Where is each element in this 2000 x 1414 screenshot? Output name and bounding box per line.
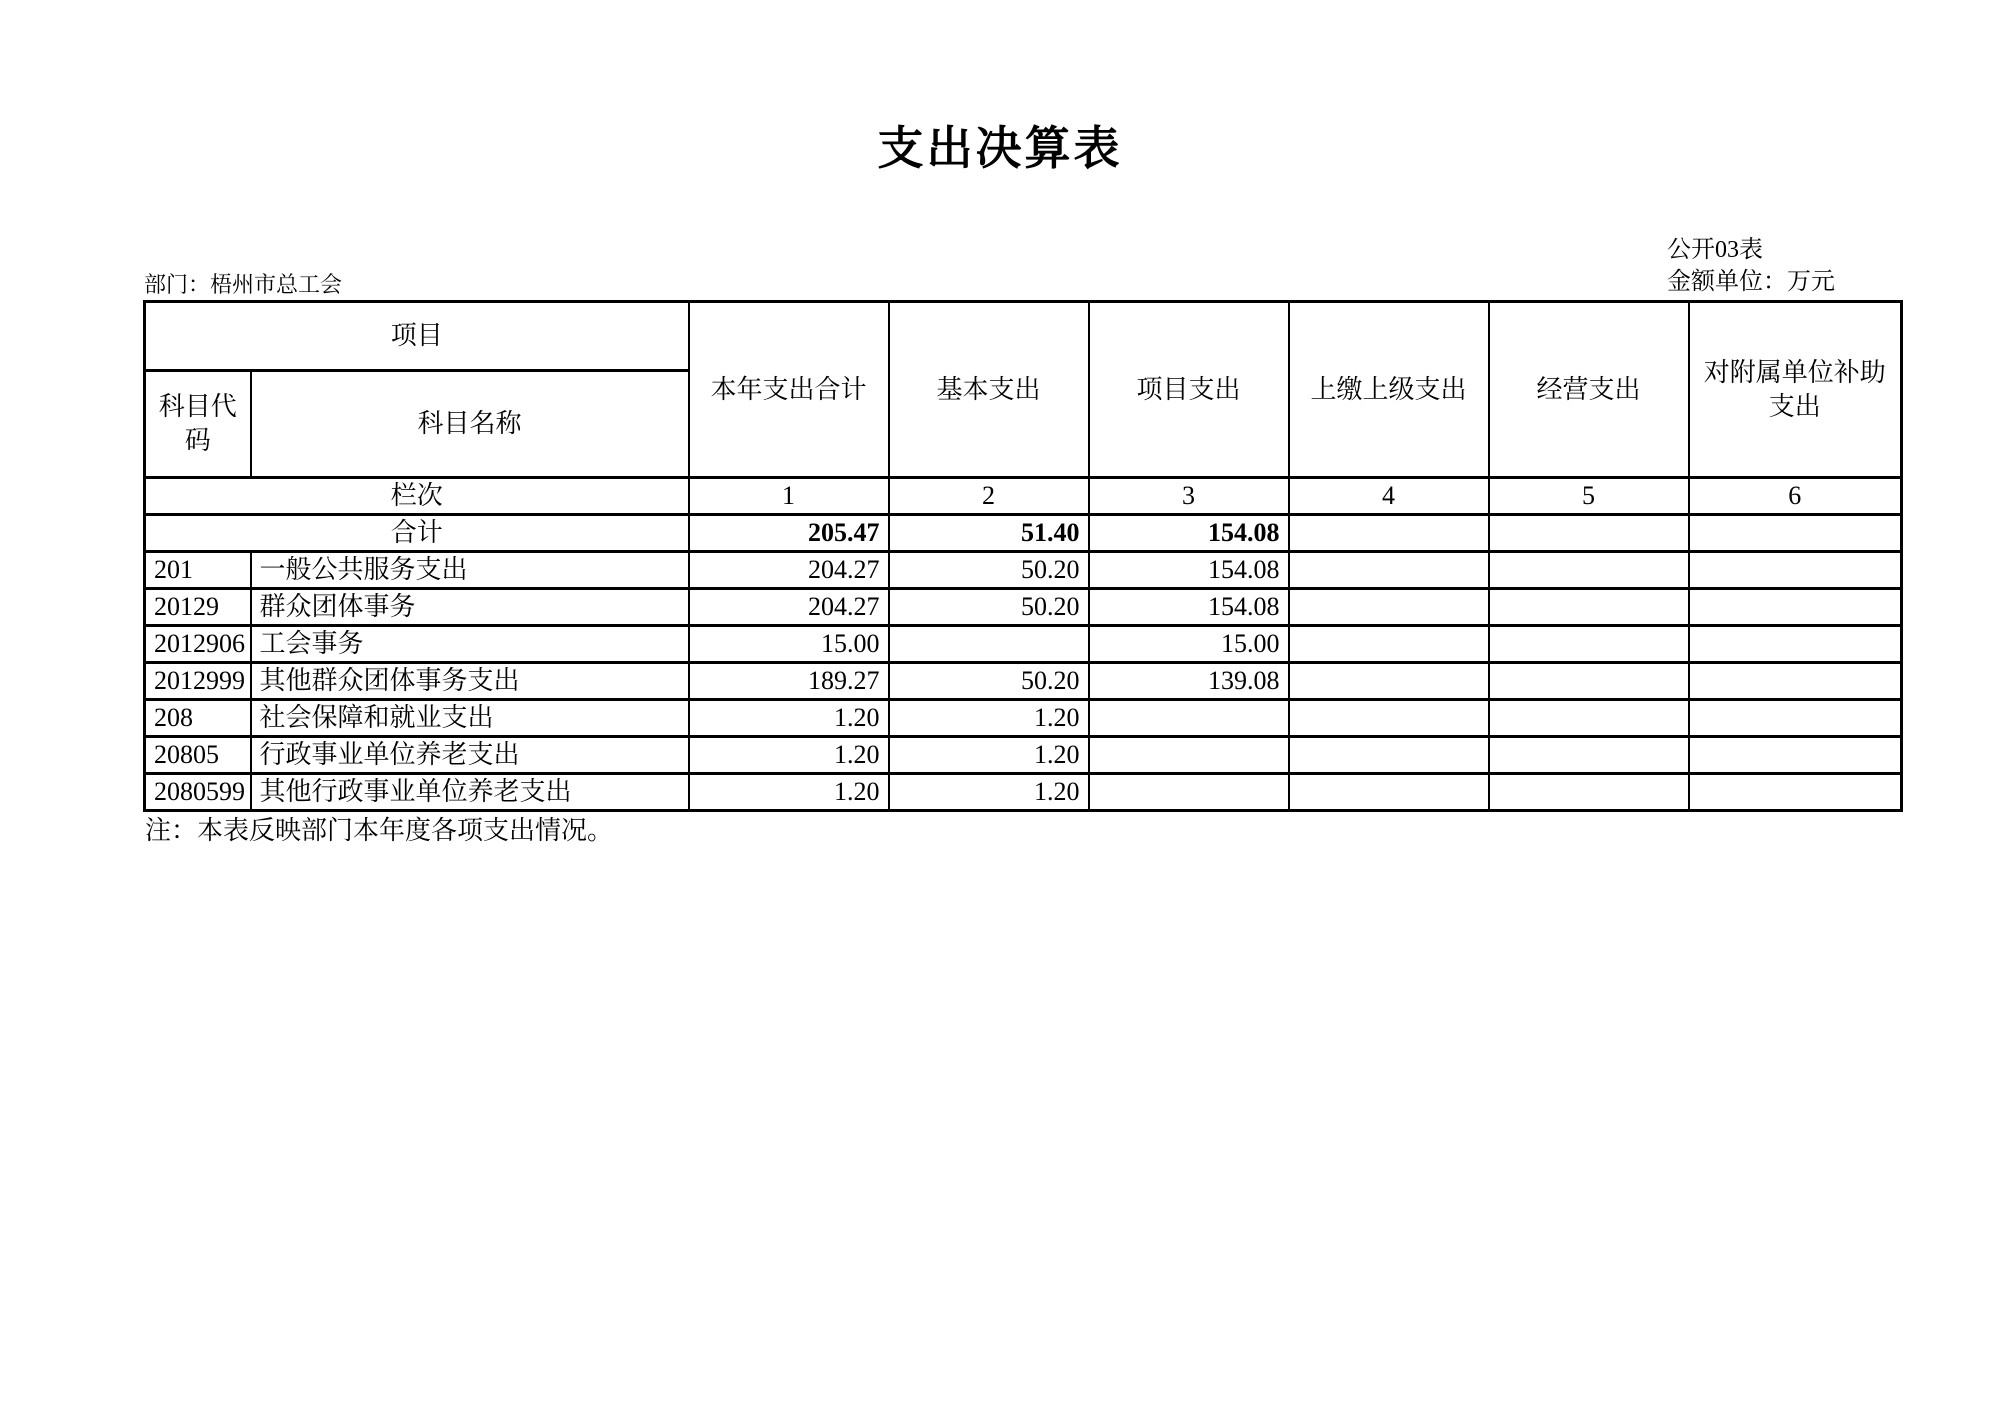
subject-name-cell: 其他群众团体事务支出 bbox=[251, 663, 689, 700]
subject-name-cell: 工会事务 bbox=[251, 626, 689, 663]
value-cell: 1.20 bbox=[889, 774, 1089, 811]
value-cell: 1.20 bbox=[889, 737, 1089, 774]
footnote: 注：本表反映部门本年度各项支出情况。 bbox=[145, 816, 614, 845]
value-cell bbox=[1689, 589, 1902, 626]
table-row bbox=[145, 700, 1902, 737]
header-col-total: 本年支出合计 bbox=[689, 302, 889, 478]
total-value-cell bbox=[1289, 515, 1489, 552]
value-cell bbox=[1289, 626, 1489, 663]
value-cell: 1.20 bbox=[689, 737, 889, 774]
value-cell bbox=[1689, 700, 1902, 737]
total-value-cell: 154.08 bbox=[1089, 515, 1289, 552]
value-cell bbox=[1489, 589, 1689, 626]
value-cell bbox=[1289, 663, 1489, 700]
value-cell bbox=[1689, 774, 1902, 811]
value-cell bbox=[1489, 737, 1689, 774]
subject-name-cell: 行政事业单位养老支出 bbox=[251, 737, 689, 774]
expenditure-table bbox=[143, 300, 1903, 812]
value-cell bbox=[1689, 663, 1902, 700]
subject-code-cell: 208 bbox=[145, 700, 251, 737]
total-value-cell: 205.47 bbox=[689, 515, 889, 552]
form-number: 公开03表 bbox=[1667, 237, 1763, 263]
value-cell bbox=[1489, 552, 1689, 589]
value-cell bbox=[1289, 589, 1489, 626]
subject-code-cell: 2012999 bbox=[145, 663, 251, 700]
value-cell: 204.27 bbox=[689, 552, 889, 589]
column-index-2: 2 bbox=[889, 478, 1089, 515]
total-value-cell bbox=[1489, 515, 1689, 552]
column-index-1: 1 bbox=[689, 478, 889, 515]
total-row bbox=[145, 515, 1902, 552]
value-cell bbox=[1489, 626, 1689, 663]
table-row bbox=[145, 626, 1902, 663]
table-row bbox=[145, 663, 1902, 700]
total-value-cell: 51.40 bbox=[889, 515, 1089, 552]
total-value-cell bbox=[1689, 515, 1902, 552]
column-index-5: 5 bbox=[1489, 478, 1689, 515]
total-label: 合计 bbox=[145, 515, 689, 552]
value-cell bbox=[1089, 737, 1289, 774]
value-cell: 1.20 bbox=[889, 700, 1089, 737]
value-cell bbox=[1089, 774, 1289, 811]
value-cell bbox=[1089, 700, 1289, 737]
header-col-subsidy: 对附属单位补助支出 bbox=[1689, 302, 1902, 478]
column-index-3: 3 bbox=[1089, 478, 1289, 515]
subject-name-cell: 社会保障和就业支出 bbox=[251, 700, 689, 737]
column-index-row bbox=[145, 478, 1902, 515]
table-row bbox=[145, 774, 1902, 811]
column-index-4: 4 bbox=[1289, 478, 1489, 515]
value-cell: 154.08 bbox=[1089, 589, 1289, 626]
subject-name-cell: 一般公共服务支出 bbox=[251, 552, 689, 589]
value-cell: 50.20 bbox=[889, 589, 1089, 626]
value-cell: 139.08 bbox=[1089, 663, 1289, 700]
subject-name-cell: 群众团体事务 bbox=[251, 589, 689, 626]
value-cell bbox=[1489, 663, 1689, 700]
value-cell: 50.20 bbox=[889, 663, 1089, 700]
value-cell bbox=[1689, 552, 1902, 589]
subject-code-cell: 20129 bbox=[145, 589, 251, 626]
value-cell: 1.20 bbox=[689, 774, 889, 811]
header-col-upturn: 上缴上级支出 bbox=[1289, 302, 1489, 478]
header-col-basic: 基本支出 bbox=[889, 302, 1089, 478]
header-col-operating: 经营支出 bbox=[1489, 302, 1689, 478]
value-cell: 50.20 bbox=[889, 552, 1089, 589]
value-cell bbox=[889, 626, 1089, 663]
value-cell: 154.08 bbox=[1089, 552, 1289, 589]
value-cell: 15.00 bbox=[689, 626, 889, 663]
header-subject-code: 科目代码 bbox=[145, 371, 251, 478]
header-project-group: 项目 bbox=[145, 302, 689, 371]
table-row bbox=[145, 589, 1902, 626]
value-cell: 15.00 bbox=[1089, 626, 1289, 663]
value-cell bbox=[1289, 774, 1489, 811]
value-cell bbox=[1289, 552, 1489, 589]
subject-code-cell: 2080599 bbox=[145, 774, 251, 811]
column-index-6: 6 bbox=[1689, 478, 1902, 515]
value-cell: 204.27 bbox=[689, 589, 889, 626]
amount-unit: 金额单位：万元 bbox=[1667, 269, 1835, 295]
value-cell bbox=[1689, 737, 1902, 774]
value-cell: 189.27 bbox=[689, 663, 889, 700]
meta-right bbox=[1667, 234, 1835, 298]
value-cell bbox=[1689, 626, 1902, 663]
value-cell: 1.20 bbox=[689, 700, 889, 737]
header-col-project-exp: 项目支出 bbox=[1089, 302, 1289, 478]
department-label: 部门：梧州市总工会 bbox=[144, 272, 343, 297]
subject-name-cell: 其他行政事业单位养老支出 bbox=[251, 774, 689, 811]
subject-code-cell: 2012906 bbox=[145, 626, 251, 663]
header-row-project bbox=[145, 302, 1902, 371]
table-row bbox=[145, 737, 1902, 774]
value-cell bbox=[1289, 737, 1489, 774]
value-cell bbox=[1489, 774, 1689, 811]
table-row bbox=[145, 552, 1902, 589]
header-subject-name: 科目名称 bbox=[251, 371, 689, 478]
subject-code-cell: 201 bbox=[145, 552, 251, 589]
subject-code-cell: 20805 bbox=[145, 737, 251, 774]
expenditure-table-wrap bbox=[143, 300, 1903, 812]
page-title: 支出决算表 bbox=[877, 123, 1123, 174]
column-index-label: 栏次 bbox=[145, 478, 689, 515]
value-cell bbox=[1289, 700, 1489, 737]
value-cell bbox=[1489, 700, 1689, 737]
